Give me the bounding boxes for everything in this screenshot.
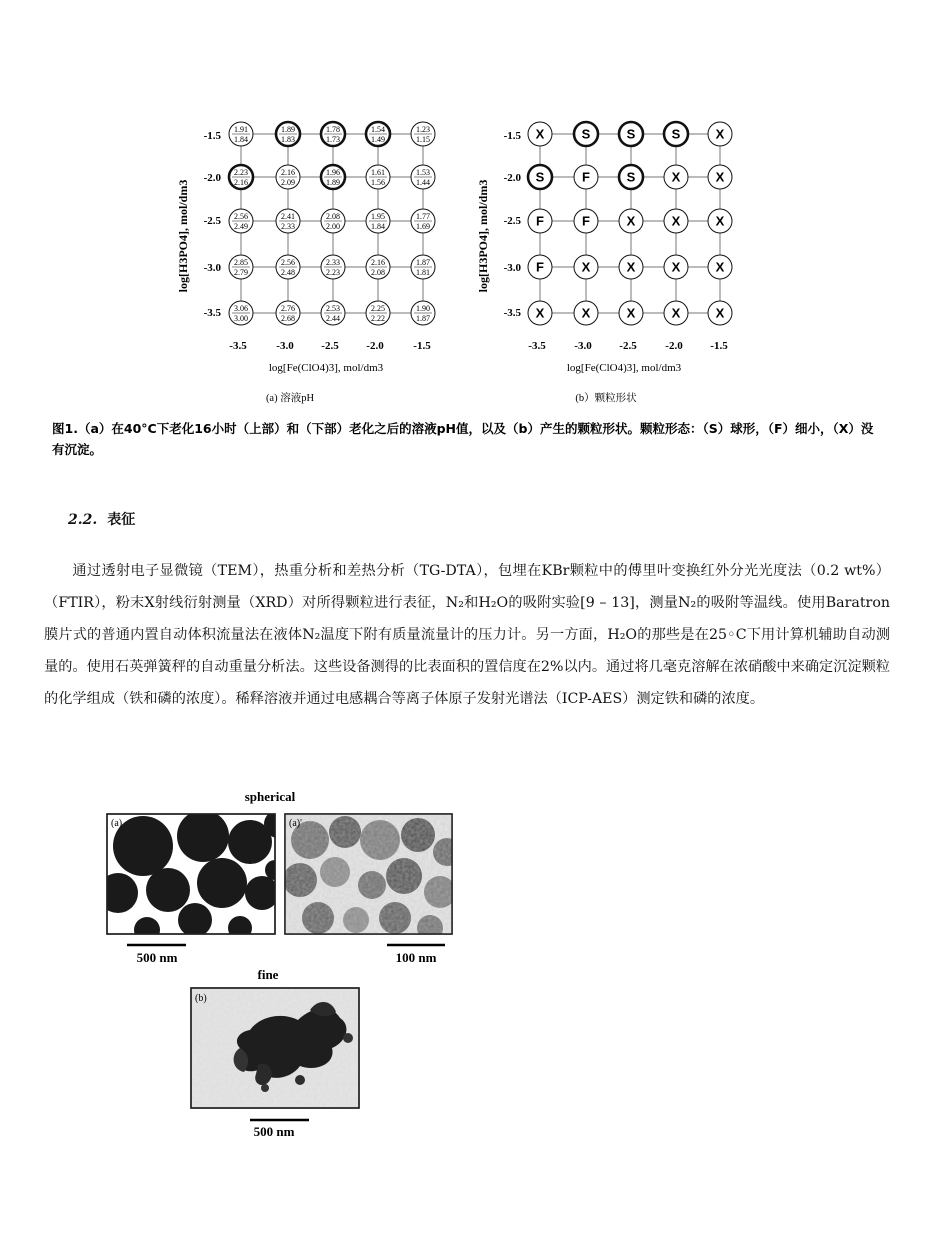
figure-2-svg — [0, 780, 926, 1160]
body-paragraph: 通过透射电子显微镜（TEM），热重分析和差热分析（TG-DTA），包埋在KBr颗粒中的傅里叶变换红外分光光度法（0.2 wt%）（FTIR），粉末X射线衍射测量（XRD）对所得颗粒进行表征，N₂和H₂O的吸附实验[9 – 13]，测量N₂的吸附等温线。使用Baratron膜片式的普通内置自动体积流量法在液体N₂温度下附有质量流量计的压力计。另一方面，H₂O的那些是在25◦C下用计算机辅助自动测量的。使用石英弹簧秤的自动重量分析法。这些设备测得的比表面积的置信度在2%以内。通过将几毫克溶解在浓硝酸中来确定沉淀颗粒的化学组成（铁和磷的浓度）。稀释溶液并通过电感耦合等离子体原子发射光谱法（ICP-AES）测定铁和磷的浓度。 — [44, 563, 890, 707]
shape-cell — [708, 209, 732, 233]
x-tick-label: -2.5 — [321, 340, 339, 352]
shape-code: X — [715, 213, 725, 229]
shape-cell — [574, 301, 598, 325]
section-number: 2.2. — [68, 512, 98, 528]
ph-after: 1.73 — [326, 135, 340, 144]
shape-code: X — [715, 259, 725, 275]
ph-after: 2.23 — [326, 268, 340, 277]
ph-cell — [321, 165, 345, 189]
tem-image-a-prime — [283, 814, 461, 941]
ph-cell — [411, 122, 435, 146]
ph-cell — [229, 255, 253, 279]
shape-cell — [664, 165, 688, 189]
tem-image-b — [191, 988, 359, 1108]
shape-cell — [664, 301, 688, 325]
ph-before: 1.96 — [326, 168, 340, 177]
ph-before: 1.91 — [234, 125, 248, 134]
ph-before: 1.61 — [371, 168, 385, 177]
shape-code: S — [626, 126, 636, 142]
ph-before: 1.53 — [416, 168, 430, 177]
y-tick-label: -2.0 — [503, 172, 521, 184]
ph-before: 2.25 — [371, 304, 385, 313]
shape-code: X — [715, 305, 725, 321]
shape-cell — [708, 122, 732, 146]
shape-code: S — [581, 126, 591, 142]
ph-cell — [411, 255, 435, 279]
shape-code: X — [671, 305, 681, 321]
ph-before: 1.90 — [416, 304, 430, 313]
ph-cell — [229, 122, 253, 146]
scale-label-b: 500 nm — [253, 1124, 295, 1139]
ph-cell — [276, 122, 300, 146]
x-tick-label: -3.0 — [276, 340, 294, 352]
shape-cell — [619, 209, 643, 233]
panel-b-x-ticks — [528, 340, 728, 352]
ph-before: 2.16 — [281, 168, 295, 177]
ph-before: 1.87 — [416, 258, 430, 267]
ph-after: 1.81 — [416, 268, 430, 277]
shape-code: S — [671, 126, 681, 142]
x-tick-label: -3.5 — [229, 340, 247, 352]
shape-code: F — [582, 169, 590, 185]
ph-before: 2.53 — [326, 304, 340, 313]
y-tick-label: -2.0 — [203, 172, 221, 184]
ph-before: 1.54 — [371, 125, 385, 134]
ph-before: 2.85 — [234, 258, 248, 267]
ph-cell — [366, 165, 390, 189]
body-text — [44, 555, 890, 715]
shape-code: X — [671, 169, 681, 185]
x-tick-label: -1.5 — [710, 340, 728, 352]
x-tick-label: -3.0 — [574, 340, 592, 352]
ph-after: 2.68 — [281, 314, 295, 323]
ph-cell — [321, 301, 345, 325]
ph-before: 2.33 — [326, 258, 340, 267]
ph-cell — [276, 209, 300, 233]
y-tick-label: -3.5 — [503, 307, 521, 319]
shape-cell — [574, 255, 598, 279]
ph-after: 2.08 — [371, 268, 385, 277]
shape-cell — [528, 209, 552, 233]
shape-cell — [619, 255, 643, 279]
shape-cell — [708, 165, 732, 189]
x-tick-label: -3.5 — [528, 340, 546, 352]
shape-cell — [664, 122, 688, 146]
ph-before: 2.08 — [326, 212, 340, 221]
ph-before: 1.89 — [281, 125, 295, 134]
shape-cell — [528, 301, 552, 325]
shape-code: F — [536, 259, 544, 275]
aggregate — [191, 988, 359, 1108]
shape-code: F — [536, 213, 544, 229]
x-tick-label: -1.5 — [413, 340, 431, 352]
ph-after: 2.79 — [234, 268, 248, 277]
ph-after: 2.44 — [326, 314, 340, 323]
ph-before: 2.76 — [281, 304, 295, 313]
shape-cell — [619, 165, 643, 189]
ph-before: 2.41 — [281, 212, 295, 221]
ph-after: 2.00 — [326, 222, 340, 231]
shape-cell — [664, 255, 688, 279]
shape-cell — [528, 255, 552, 279]
ph-cell — [411, 209, 435, 233]
tem-image-a — [98, 810, 292, 943]
ph-after: 1.15 — [416, 135, 430, 144]
x-tick-label: -2.0 — [366, 340, 384, 352]
shape-cell — [619, 301, 643, 325]
shape-cell — [574, 122, 598, 146]
ph-after: 1.69 — [416, 222, 430, 231]
ph-before: 3.06 — [234, 304, 248, 313]
ph-cell — [276, 165, 300, 189]
y-tick-label: -2.5 — [203, 215, 221, 227]
ph-after: 2.22 — [371, 314, 385, 323]
figure-2 — [0, 780, 926, 1160]
ph-cell — [229, 209, 253, 233]
ph-cell — [366, 122, 390, 146]
ph-cell — [411, 165, 435, 189]
shape-code: S — [626, 169, 636, 185]
shape-cell — [708, 255, 732, 279]
ph-cell — [276, 301, 300, 325]
shape-cell — [528, 122, 552, 146]
ph-after: 2.33 — [281, 222, 295, 231]
panel-a-subcaption: (a) 溶液pH — [265, 393, 315, 404]
ph-cell — [366, 209, 390, 233]
figure-1 — [0, 0, 926, 410]
fine-title: fine — [257, 967, 279, 982]
ph-after: 1.56 — [371, 178, 385, 187]
ph-after: 1.84 — [371, 222, 385, 231]
panel-a-x-axis-label: log[Fe(ClO4)3], mol/dm3 — [268, 362, 384, 374]
figure-1-caption: 图1.（a）在40°C下老化16小时（上部）和（下部）老化之后的溶液pH值，以及（b）产生的颗粒形状。颗粒形态：（S）球形，（F）细小，（X）没有沉淀。 — [52, 421, 874, 457]
shape-code: X — [671, 213, 681, 229]
panel-b-y-axis-label: log[H3PO4], mol/dm3 — [476, 179, 490, 293]
ph-before: 1.78 — [326, 125, 340, 134]
ph-before: 1.95 — [371, 212, 385, 221]
ph-after: 1.44 — [416, 178, 430, 187]
shape-code: X — [671, 259, 681, 275]
ph-before: 2.16 — [371, 258, 385, 267]
ph-cell — [276, 255, 300, 279]
shape-code: X — [535, 126, 545, 142]
ph-cell — [366, 301, 390, 325]
ph-after: 1.49 — [371, 135, 385, 144]
y-tick-label: -1.5 — [203, 130, 221, 142]
y-tick-label: -3.5 — [203, 307, 221, 319]
shape-code: X — [626, 259, 636, 275]
y-tick-label: -2.5 — [503, 215, 521, 227]
shape-code: X — [581, 305, 591, 321]
panel-b-y-ticks — [504, 130, 522, 319]
ph-before: 2.56 — [234, 212, 248, 221]
y-tick-label: -3.0 — [203, 262, 221, 274]
shape-code: F — [582, 213, 590, 229]
panel-a-prime-label: (a)' — [289, 818, 302, 829]
panel-a-grid — [229, 122, 435, 325]
ph-cell — [366, 255, 390, 279]
ph-cell — [321, 122, 345, 146]
section-title: 表征 — [107, 512, 136, 528]
ph-cell — [321, 255, 345, 279]
shape-cell — [708, 301, 732, 325]
ph-before: 1.23 — [416, 125, 430, 134]
shape-cell — [619, 122, 643, 146]
ph-after: 2.49 — [234, 222, 248, 231]
shape-cell — [574, 165, 598, 189]
panel-b-grid — [528, 122, 732, 325]
section-heading — [68, 509, 135, 529]
panel-b-x-axis-label: log[Fe(ClO4)3], mol/dm3 — [566, 362, 682, 374]
panel-a-label: (a) — [111, 818, 123, 829]
y-tick-label: -1.5 — [503, 130, 521, 142]
shape-code: S — [535, 169, 545, 185]
shape-code: X — [626, 305, 636, 321]
shape-cell — [664, 209, 688, 233]
scale-label-a: 500 nm — [136, 950, 178, 965]
ph-cell — [229, 165, 253, 189]
panel-b-subcaption: (b）颗粒形状 — [575, 393, 637, 404]
ph-after: 1.83 — [281, 135, 295, 144]
shape-code: X — [715, 126, 725, 142]
shape-code: X — [626, 213, 636, 229]
ph-cell — [229, 301, 253, 325]
x-tick-label: -2.5 — [619, 340, 637, 352]
panel-b-label: (b) — [195, 993, 207, 1004]
ph-before: 2.23 — [234, 168, 248, 177]
panel-a-y-ticks — [204, 130, 222, 319]
shape-cell — [528, 165, 552, 189]
ph-before: 2.56 — [281, 258, 295, 267]
ph-cell — [321, 209, 345, 233]
panel-a-x-ticks — [229, 340, 431, 352]
ph-after: 1.89 — [326, 178, 340, 187]
ph-after: 1.84 — [234, 135, 248, 144]
shape-cell — [574, 209, 598, 233]
ph-before: 1.77 — [416, 212, 430, 221]
ph-after: 3.00 — [234, 314, 248, 323]
y-tick-label: -3.0 — [503, 262, 521, 274]
spherical-title: spherical — [244, 789, 296, 804]
shape-code: X — [715, 169, 725, 185]
particles — [283, 814, 461, 941]
ph-after: 2.09 — [281, 178, 295, 187]
scale-label-a-prime: 100 nm — [395, 950, 437, 965]
figure-1-svg — [0, 0, 926, 410]
x-tick-label: -2.0 — [665, 340, 683, 352]
ph-cell — [411, 301, 435, 325]
panel-a-y-axis-label: log[H3PO4], mol/dm3 — [176, 179, 190, 293]
ph-after: 1.87 — [416, 314, 430, 323]
ph-after: 2.16 — [234, 178, 248, 187]
ph-after: 2.48 — [281, 268, 295, 277]
shape-code: X — [581, 259, 591, 275]
shape-code: X — [535, 305, 545, 321]
